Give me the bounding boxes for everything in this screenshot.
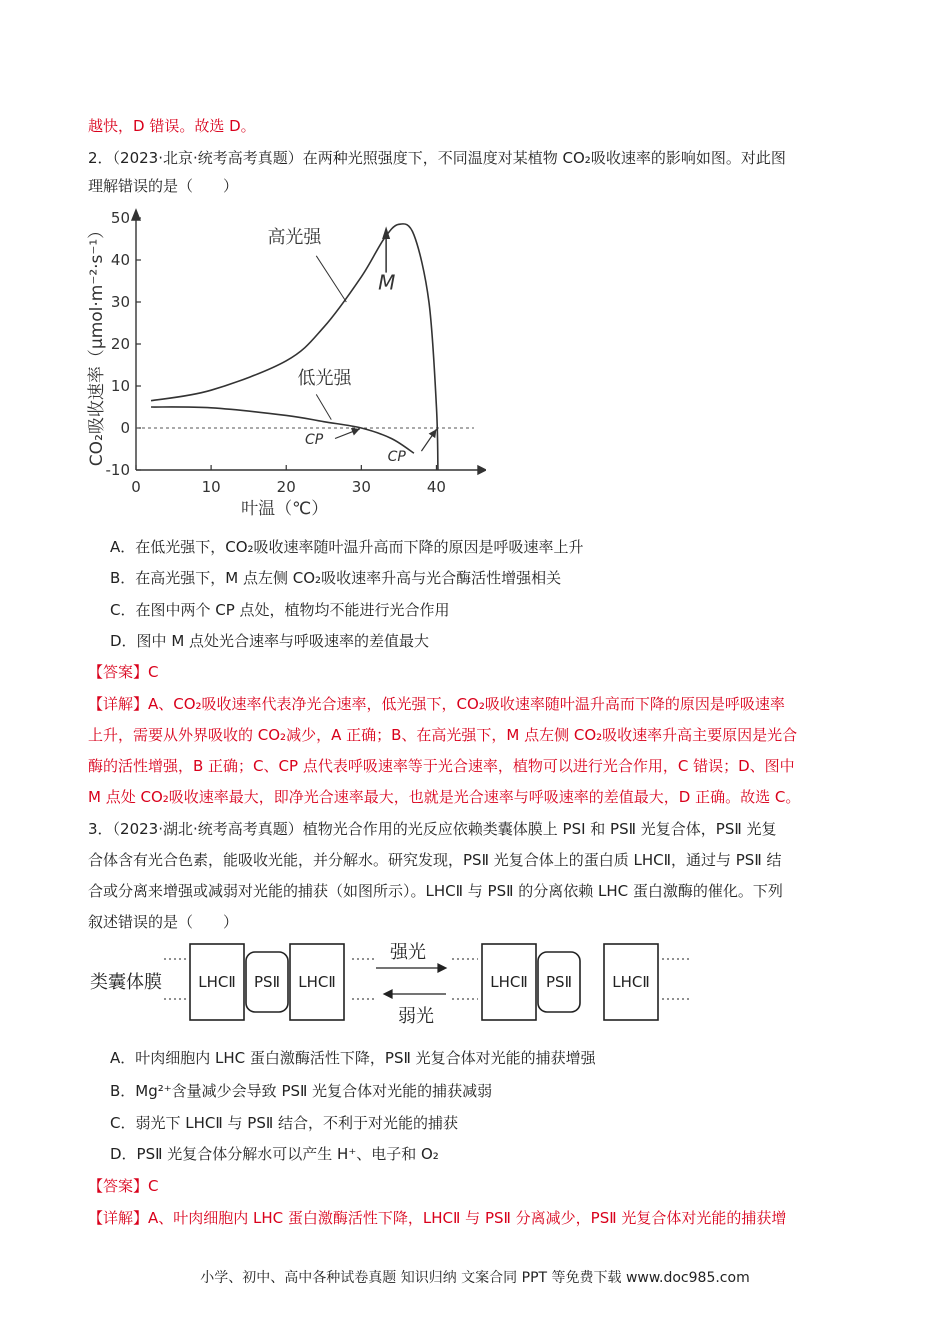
label-leader-low [316,394,331,419]
y-axis-label: CO₂吸收速率（μmol·m⁻²·s⁻¹） [87,221,107,467]
lhc-label: LHCⅡ [490,973,528,991]
x-axis-label: 叶温（℃） [241,499,329,519]
q2-option-b: B．在高光强下，M 点左侧 CO₂吸收速率升高与光合酶活性增强相关 [110,569,562,587]
y-tick-label: 40 [110,251,130,269]
q2-detail-line4: M 点处 CO₂吸收速率最大，即净光合速率最大，也就是光合速率与呼吸速率的差值最大，D 正确。故选 C。 [88,788,801,806]
cp-arrow-high [421,429,436,451]
series-label-low-light: 低光强 [297,367,352,389]
series-high-light-curve [151,224,438,470]
q2-detail-line2: 上升，需要从外界吸收的 CO₂减少，A 正确；B、在高光强下，M 点左侧 CO₂吸收速率升高主要原因是光合 [88,726,798,744]
ps-label: PSⅡ [254,973,280,991]
q3-stem-line3: 合或分离来增强或减弱对光能的捕获（如图所示）。LHCⅡ 与 PSⅡ 的分离依赖 LHC 蛋白激酶的催化。下列 [88,882,783,900]
q2-stem-line1: 2．（2023·北京·统考高考真题）在两种光照强度下，不同温度对某植物 CO₂吸收速率的影响如图。对此图 [88,149,786,167]
ps-label: PSⅡ [546,973,572,991]
q2-stem-line2: 理解错误的是（ ） [88,177,239,195]
q3-stem-line2: 合体含有光合色素，能吸收光能，并分解水。研究发现，PSⅡ 光复合体上的蛋白质 LHCⅡ，通过与 PSⅡ 结 [88,851,782,869]
y-tick-label: 10 [110,377,130,395]
lhc-label: LHCⅡ [298,973,336,991]
co2-uptake-chart [86,204,486,520]
x-tick-label: 40 [426,478,446,496]
q3-answer: 【答案】C [88,1177,159,1195]
q3-option-d: D．PSⅡ 光复合体分解水可以产生 H⁺、电子和 O₂ [110,1145,439,1163]
weak-light-label: 弱光 [398,1006,434,1027]
y-tick-label: 30 [110,293,130,311]
previous-answer-tail: 越快，D 错误。故选 D。 [88,117,256,135]
y-tick-label: 20 [110,335,130,353]
series-low-light-curve [151,407,414,453]
lhc-label: LHCⅡ [612,973,650,991]
series-label-high-light: 高光强 [267,227,322,249]
q3-stem-line4: 叙述错误的是（ ） [88,913,239,931]
q2-option-c: C．在图中两个 CP 点处，植物均不能进行光合作用 [110,601,450,619]
x-tick-label: 0 [131,478,141,496]
x-tick-label: 20 [276,478,296,496]
q3-detail-line1: 【详解】A、叶肉细胞内 LHC 蛋白激酶活性下降，LHCⅡ 与 PSⅡ 分离减少，PSⅡ 光复合体对光能的捕获增 [88,1209,787,1227]
strong-light-label: 强光 [390,942,426,963]
membrane-label: 类囊体膜 [90,972,162,993]
y-tick-label: 0 [120,419,130,437]
thylakoid-diagram [86,932,706,1032]
q2-answer: 【答案】C [88,663,159,681]
cp-label-low: CP [305,431,324,448]
q2-detail-line1: 【详解】A、CO₂吸收速率代表净光合速率，低光强下，CO₂吸收速率随叶温升高而下降的原因是呼吸速率 [88,695,785,713]
q2-detail-line3: 酶的活性增强，B 正确；C、CP 点代表呼吸速率等于光合速率，植物可以进行光合作用，C 错误；D、图中 [88,757,795,775]
lhc-label: LHCⅡ [198,973,236,991]
q3-option-c: C．弱光下 LHCⅡ 与 PSⅡ 结合，不利于对光能的捕获 [110,1114,458,1132]
cp-arrow-low [335,428,360,438]
x-axis-arrow [478,466,486,474]
y-tick-label: -10 [105,461,130,479]
x-tick-label: 10 [201,478,221,496]
q2-option-a: A．在低光强下，CO₂吸收速率随叶温升高而下降的原因是呼吸速率上升 [110,538,584,556]
q3-option-a: A．叶肉细胞内 LHC 蛋白激酶活性下降，PSⅡ 光复合体对光能的捕获增强 [110,1049,596,1067]
y-tick-label: 50 [110,209,130,227]
peak-label-m: M [378,270,396,295]
x-tick-label: 30 [351,478,371,496]
page-footer: 小学、初中、高中各种试卷真题 知识归纳 文案合同 PPT 等免费下载 www.doc985.com [200,1270,750,1286]
q3-option-b: B．Mg²⁺含量减少会导致 PSⅡ 光复合体对光能的捕获减弱 [110,1082,493,1100]
q3-stem-line1: 3．（2023·湖北·统考高考真题）植物光合作用的光反应依赖类囊体膜上 PSⅠ 和 PSⅡ 光复合体，PSⅡ 光复 [88,820,777,838]
label-leader-high [316,256,346,302]
q2-option-d: D．图中 M 点处光合速率与呼吸速率的差值最大 [110,632,430,650]
cp-label-high: CP [387,448,406,465]
